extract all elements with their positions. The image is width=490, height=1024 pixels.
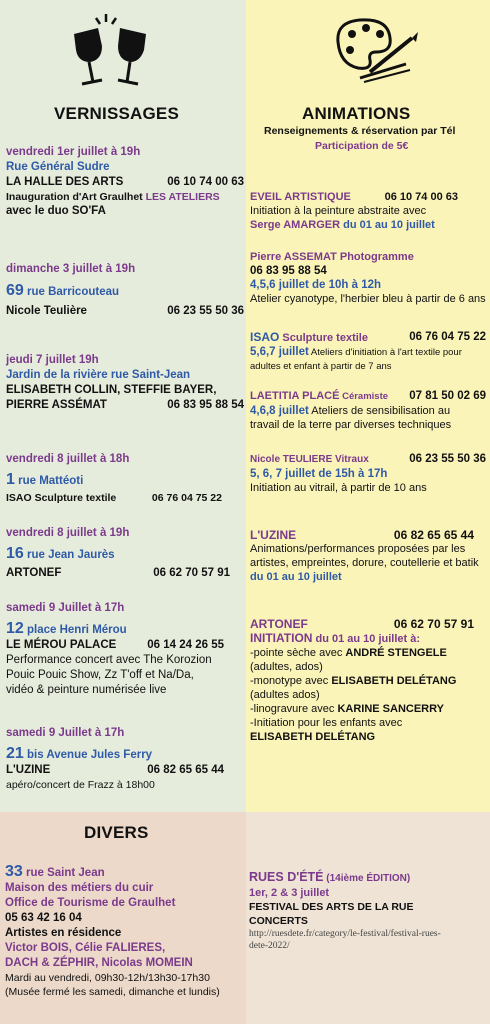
entry-name: PIERRE ASSÉMAT <box>6 399 107 411</box>
animations-heading: ANIMATIONS <box>302 104 411 123</box>
entry-artist: ELISABETH DELÉTANG <box>250 731 376 743</box>
entry-name: LE MÉROU PALACE <box>6 639 117 651</box>
entry-desc: artistes, empreintes, dorure, coutellerie et batik <box>250 557 479 569</box>
entry-address: rue Barricouteau <box>27 286 120 298</box>
animations-subtitle: Renseignements & réservation par Tél <box>264 125 456 137</box>
entry-desc: Animations/performances proposées par les <box>250 543 466 555</box>
entry-name: ISAO <box>250 330 280 344</box>
palette-brush-icon <box>330 12 420 84</box>
entry-desc: Artistes en résidence <box>5 927 122 939</box>
entry-dates: du 01 au 10 juillet <box>250 571 342 583</box>
entry-phone: 07 81 50 02 69 <box>409 390 486 402</box>
rues-dete-section <box>246 812 490 1024</box>
entry-desc: Inauguration d'Art Graulhet <box>6 191 146 203</box>
vernissage-entry <box>6 526 244 581</box>
entry-name: EVEIL ARTISTIQUE <box>250 191 351 203</box>
entry-desc: Initiation à la peinture abstraite avec <box>250 205 427 217</box>
entry-name: ELISABETH COLLIN, STEFFIE BAYER, <box>6 384 217 396</box>
festival-desc: CONCERTS <box>249 915 308 927</box>
entry-desc: travail de la terre par diverses techniques <box>250 419 452 431</box>
divers-section <box>0 812 246 1024</box>
entry-name: Pierre ASSEMAT Photogramme <box>250 251 414 263</box>
entry-address: place Henri Mérou <box>27 624 127 636</box>
vernissages-heading: VERNISSAGES <box>54 104 180 123</box>
entry-number: 16 <box>6 545 24 562</box>
festival-edition: (14ième ÉDITION) <box>323 873 411 884</box>
entry-initiation: INITIATION <box>250 631 313 645</box>
divers-entry <box>5 864 243 999</box>
entry-number: 21 <box>6 745 24 762</box>
entry-dates: 5,6,7 juillet <box>250 346 309 358</box>
animation-entry <box>250 190 486 232</box>
entry-name-suffix: Vitraux <box>332 454 369 465</box>
entry-desc-highlight: LES ATELIERS <box>145 191 220 203</box>
entry-hours: (Musée fermé les samedi, dimanche et lundis) <box>5 986 220 998</box>
divers-heading: DIVERS <box>84 823 149 842</box>
entry-phone: 06 82 65 65 44 <box>393 528 474 542</box>
entry-artist: ELISABETH DELÉTANG <box>331 675 457 687</box>
entry-desc: (adultes, ados) <box>250 661 323 673</box>
festival-title: RUES D'ÉTÉ <box>249 870 324 884</box>
entry-desc: apéro/concert de Frazz à 18h00 <box>6 779 155 791</box>
vernissage-entry <box>6 601 244 698</box>
festival-desc: FESTIVAL DES ARTS DE LA RUE <box>249 901 414 913</box>
entry-desc: Ateliers de sensibilisation au <box>308 405 451 417</box>
entry-name: ISAO Sculpture textile <box>6 492 117 504</box>
entry-name: LA HALLE DES ARTS <box>6 176 124 188</box>
animation-entry <box>250 389 486 432</box>
animations-column <box>246 0 490 812</box>
entry-address: rue Saint Jean <box>26 867 105 879</box>
entry-name: Nicole Teulière <box>6 305 87 317</box>
entry-desc: -monotype avec <box>250 675 332 687</box>
entry-artists: Victor BOIS, Célie FALIERES, <box>5 942 166 954</box>
entry-artist: ANDRÉ STENGELE <box>345 647 447 659</box>
entry-artist: KARINE SANCERRY <box>337 703 444 715</box>
entry-dates: du 01 au 10 juillet à: <box>312 633 421 645</box>
vernissage-entry <box>6 726 244 792</box>
entry-phone: 06 76 04 75 22 <box>409 331 486 343</box>
entry-date: samedi 9 Juillet à 17h <box>6 727 125 739</box>
entry-phone: 06 83 95 88 54 <box>250 265 327 277</box>
entry-number: 12 <box>6 620 24 637</box>
entry-artist: Serge AMARGER <box>250 219 341 231</box>
entry-desc: vidéo & peinture numérisée live <box>6 684 167 696</box>
festival-link-text[interactable]: http://ruesdete.fr/category/le-festival/festival-rues- <box>249 929 441 939</box>
entry-place: Maison des métiers du cuir <box>5 882 154 894</box>
entry-desc: Ateliers d'initiation à l'art textile pour <box>308 347 462 358</box>
entry-address: Jardin de la rivière rue Saint-Jean <box>6 369 191 381</box>
entry-address: Rue Général Sudre <box>6 161 110 173</box>
vernissage-entry <box>6 145 244 219</box>
festival-entry <box>249 870 485 952</box>
entry-name: L'UZINE <box>250 528 297 542</box>
festival-link[interactable] <box>249 928 485 952</box>
entry-dates: du 01 au 10 juillet <box>340 219 435 231</box>
entry-phone: 06 76 04 75 22 <box>151 492 222 504</box>
entry-phone: 06 10 74 00 63 <box>167 176 244 188</box>
entry-name: ARTONEF <box>250 617 308 631</box>
entry-dates: 4,5,6 juillet de 10h à 12h <box>250 279 382 291</box>
entry-phone: 06 83 95 88 54 <box>167 399 244 411</box>
animation-entry <box>250 617 486 744</box>
participation-fee: Participation de 5€ <box>315 140 409 152</box>
entry-desc: Performance concert avec The Korozion <box>6 654 212 666</box>
entry-address: rue Mattéoti <box>18 475 84 487</box>
entry-date: jeudi 7 juillet 19h <box>6 354 99 366</box>
entry-dates: 4,6,8 juillet <box>250 405 309 417</box>
entry-desc: -Initiation pour les enfants avec <box>250 717 403 729</box>
entry-date: dimanche 3 juillet à 19h <box>6 263 136 275</box>
entry-address: rue Jean Jaurès <box>27 549 115 561</box>
entry-name: LAETITIA PLACÉ <box>250 390 340 402</box>
entry-hours: Mardi au vendredi, 09h30-12h/13h30-17h30 <box>5 972 210 984</box>
entry-dates: 5, 6, 7 juillet de 15h à 17h <box>250 468 388 480</box>
entry-desc: -linogravure avec <box>250 703 338 715</box>
entry-phone: 06 62 70 57 91 <box>153 567 230 579</box>
vernissage-entry <box>6 353 244 413</box>
entry-desc: Pouic Pouic Show, Zz T'off et Na/Da, <box>6 669 194 681</box>
entry-name: ARTONEF <box>6 567 62 579</box>
entry-name: L'UZINE <box>6 764 51 776</box>
entry-date: samedi 9 Juillet à 17h <box>6 602 125 614</box>
entry-number: 1 <box>6 471 15 488</box>
vernissages-column <box>0 0 246 812</box>
wine-glasses-icon <box>68 10 154 90</box>
entry-place: Office de Tourisme de Graulhet <box>5 897 176 909</box>
entry-name: Nicole TEULIERE <box>250 454 333 465</box>
entry-number: 69 <box>6 282 24 299</box>
entry-desc: (adultes ados) <box>250 689 320 701</box>
entry-address: bis Avenue Jules Ferry <box>27 749 153 761</box>
festival-dates: 1er, 2 & 3 juillet <box>249 887 330 899</box>
entry-date: vendredi 8 juillet à 18h <box>6 453 130 465</box>
entry-phone: 06 23 55 50 36 <box>409 453 486 465</box>
animation-entry <box>250 528 486 584</box>
animation-entry <box>250 250 486 306</box>
animation-entry <box>250 330 486 374</box>
animation-entry <box>250 452 486 495</box>
vernissage-entry <box>6 452 244 505</box>
entry-name-suffix: Sculpture textile <box>279 332 368 344</box>
entry-date: vendredi 8 juillet à 19h <box>6 527 130 539</box>
entry-phone: 06 14 24 26 55 <box>147 639 224 651</box>
entry-desc: Atelier cyanotype, l'herbier bleu à partir de 6 ans <box>250 293 486 305</box>
entry-name-suffix: Céramiste <box>339 391 389 402</box>
entry-phone: 06 10 74 00 63 <box>384 191 458 203</box>
festival-link-text[interactable]: dete-2022/ <box>249 941 290 951</box>
entry-phone: 06 82 65 65 44 <box>147 764 224 776</box>
entry-artists: DACH & ZÉPHIR, Nicolas MOMEIN <box>5 957 193 969</box>
vernissage-entry <box>6 262 244 319</box>
entry-desc: Initiation au vitrail, à partir de 10 ans <box>250 482 427 494</box>
entry-date: vendredi 1er juillet à 19h <box>6 146 141 158</box>
entry-phone: 06 23 55 50 36 <box>167 305 244 317</box>
entry-desc: avec le duo SO'FA <box>6 205 106 217</box>
entry-desc: -pointe sèche avec <box>250 647 346 659</box>
entry-phone: 06 62 70 57 91 <box>393 617 474 631</box>
entry-number: 33 <box>5 863 23 880</box>
entry-desc: adultes et enfant à partir de 7 ans <box>250 361 392 372</box>
entry-phone: 05 63 42 16 04 <box>5 912 82 924</box>
